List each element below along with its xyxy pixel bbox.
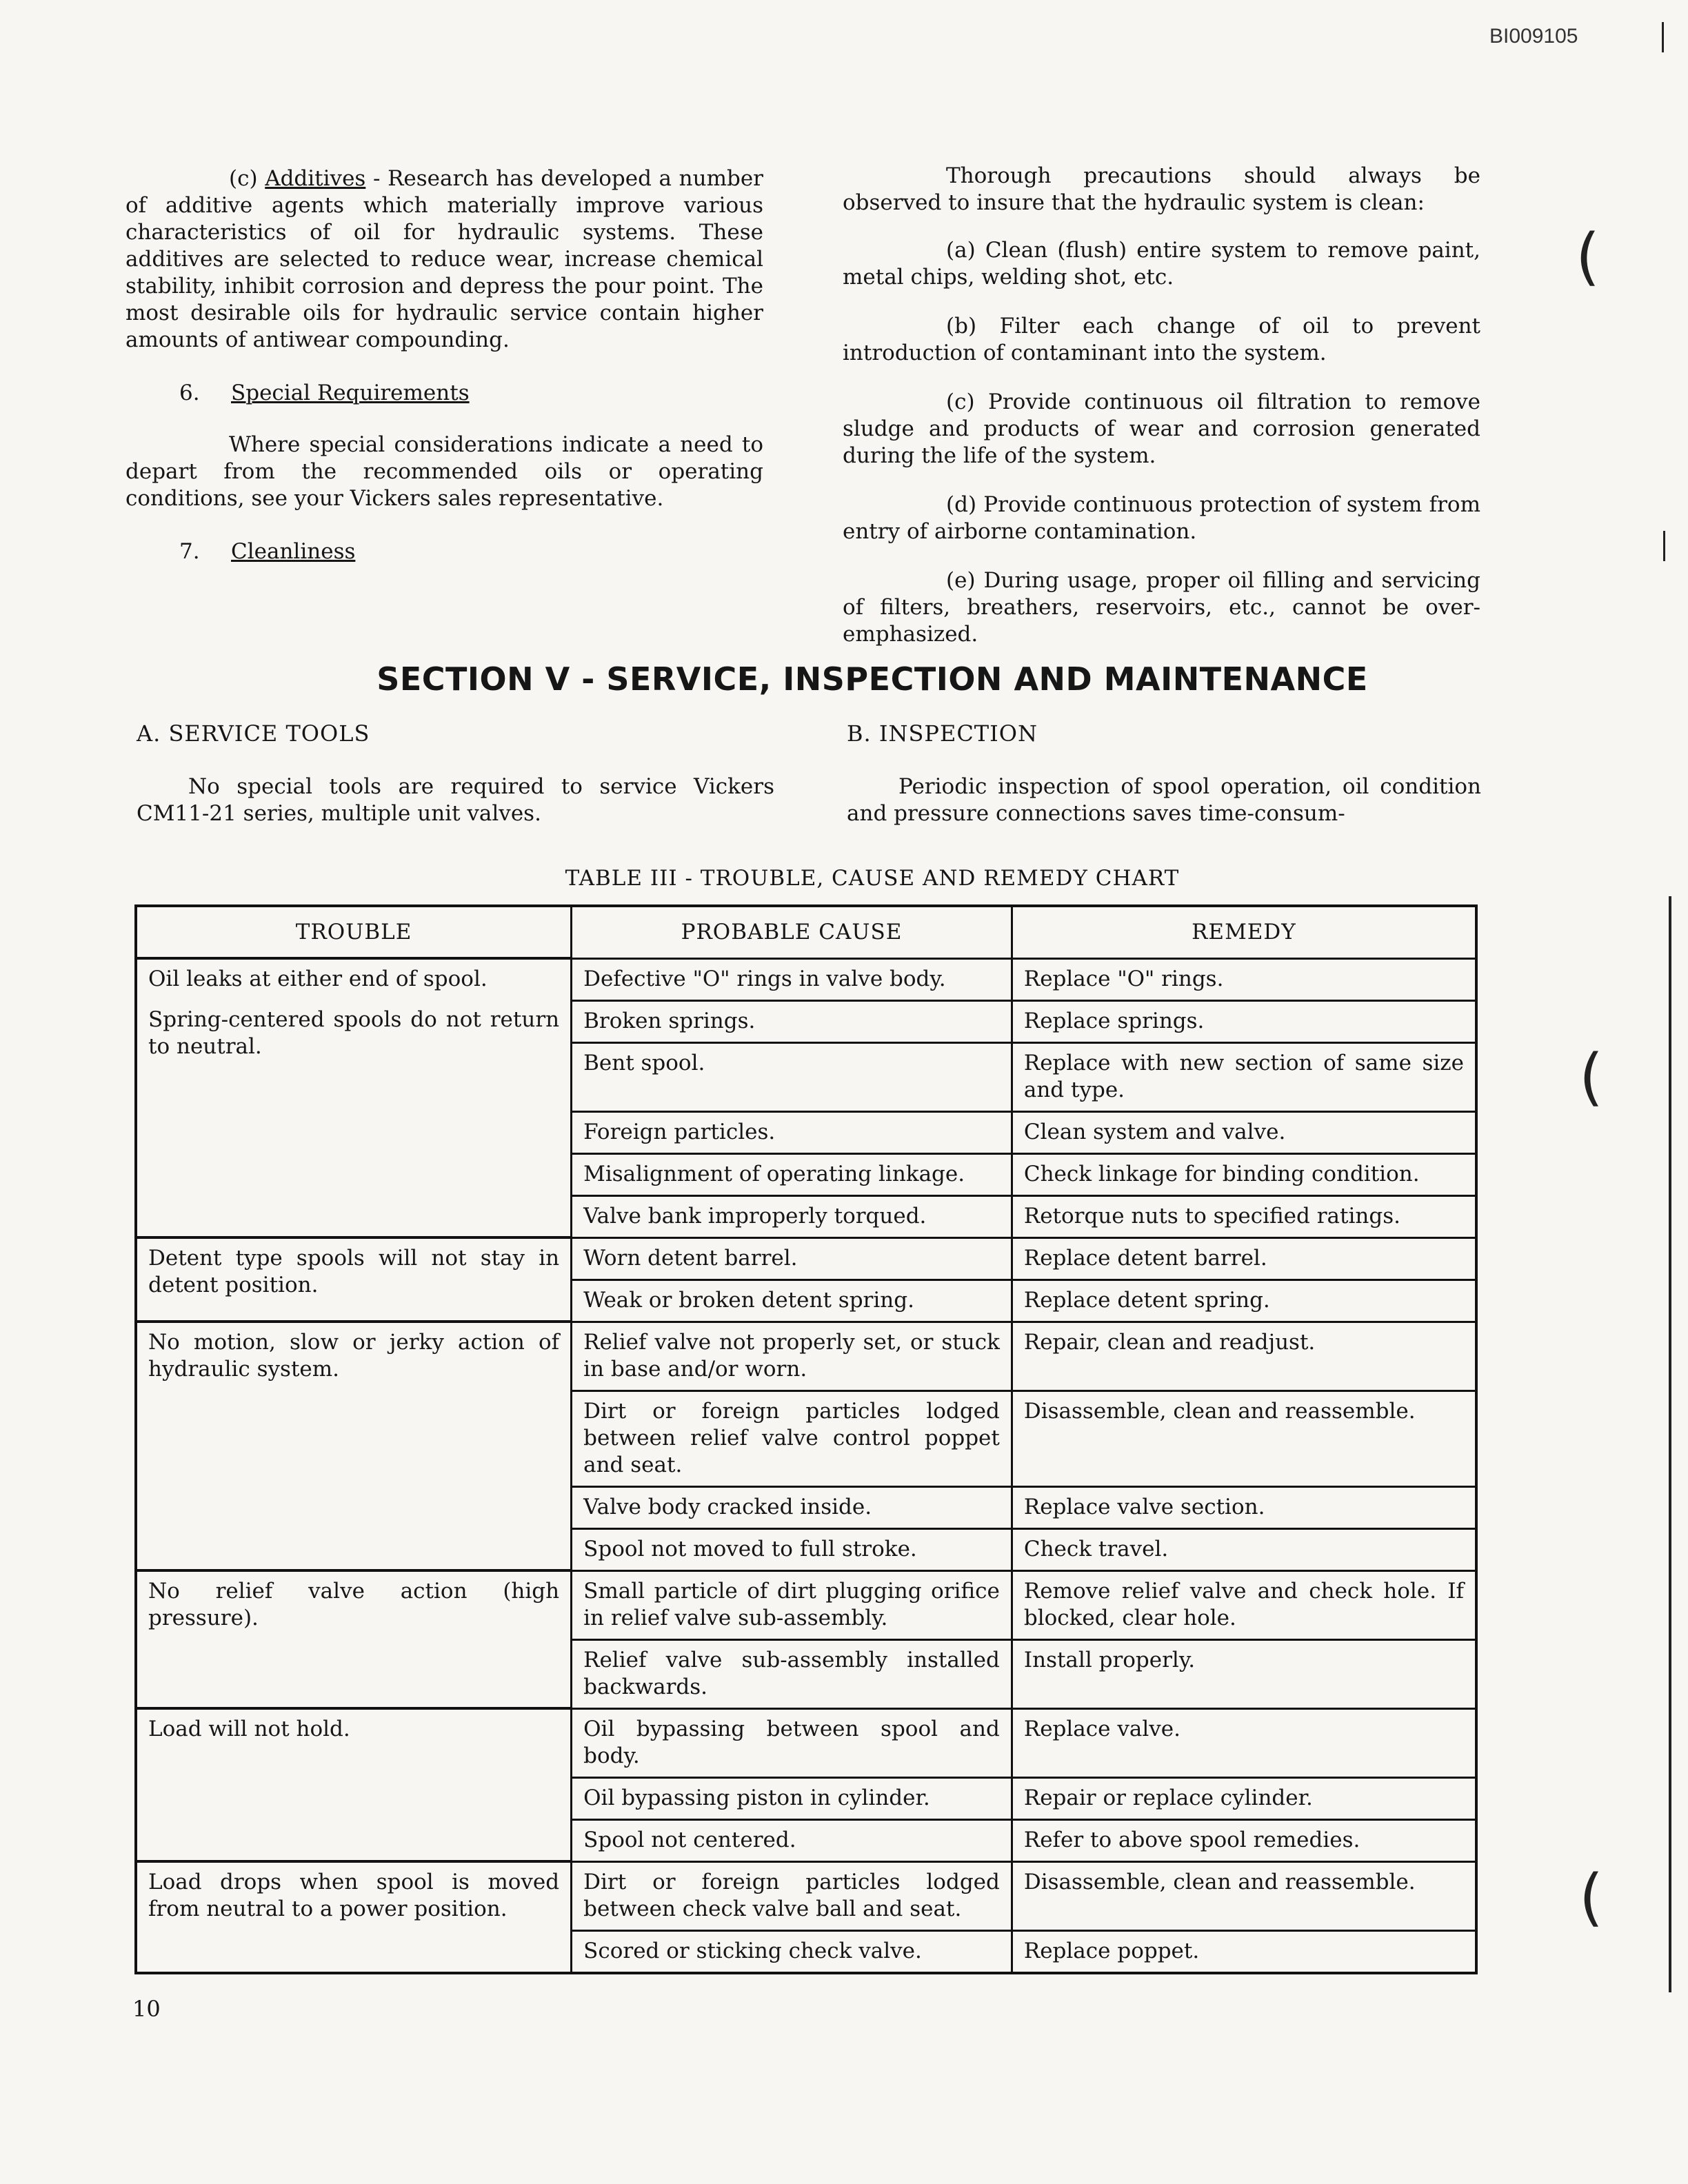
cause-cell: Valve bank improperly torqued. — [572, 1195, 1012, 1237]
table-body — [136, 958, 1476, 1973]
remedy-cell: Replace valve section. — [1012, 1486, 1476, 1528]
table-title: TABLE III - TROUBLE, CAUSE AND REMEDY CHART — [565, 866, 1180, 891]
trouble-text: No motion, slow or jerky action of hydraulic system. — [148, 1330, 560, 1382]
edge-mark — [1662, 22, 1664, 52]
cleanliness-item: (d) Provide continuous protection of system from entry of airborne contamination. — [843, 492, 1480, 544]
trouble-text: Load drops when spool is moved from neutral to a power position. — [148, 1870, 560, 1921]
table-header-row — [136, 906, 1476, 958]
remedy-cell: Replace detent barrel. — [1012, 1237, 1476, 1280]
cause-cell: Dirt or foreign particles lodged between check valve ball and seat. — [572, 1861, 1012, 1930]
remedy-cell: Replace springs. — [1012, 1000, 1476, 1042]
cause-cell: Spool not moved to full stroke. — [572, 1528, 1012, 1570]
page-number: 10 — [132, 1996, 161, 2022]
column-header-trouble: TROUBLE — [136, 906, 572, 958]
trouble-text: Detent type spools will not stay in detent position. — [148, 1246, 560, 1297]
trouble-text: Oil leaks at either end of spool. — [148, 967, 488, 991]
cause-cell: Oil bypassing piston in cylinder. — [572, 1777, 1012, 1819]
trouble-cell — [136, 958, 572, 1237]
remedy-cell: Install properly. — [1012, 1639, 1476, 1708]
remedy-cell: Replace "O" rings. — [1012, 958, 1476, 1000]
table-row — [136, 1237, 1476, 1280]
remedy-cell: Disassemble, clean and reassemble. — [1012, 1391, 1476, 1486]
special-requirements-paragraph: Where special considerations indicate a need to depart from the recommended oils or operating conditions, see your Vickers sales representative. — [125, 432, 763, 511]
binder-hole-mark: ( — [1579, 1861, 1604, 1934]
cause-cell: Worn detent barrel. — [572, 1237, 1012, 1280]
cleanliness-heading: 7. Cleanliness — [179, 539, 356, 564]
cause-cell: Scored or sticking check valve. — [572, 1930, 1012, 1973]
table-row — [136, 958, 1476, 1000]
remedy-cell: Clean system and valve. — [1012, 1111, 1476, 1153]
cause-cell: Relief valve sub-assembly installed backwards. — [572, 1639, 1012, 1708]
table-row — [136, 1570, 1476, 1639]
remedy-cell: Replace valve. — [1012, 1708, 1476, 1777]
remedy-cell: Remove relief valve and check hole. If blocked, clear hole. — [1012, 1570, 1476, 1639]
remedy-cell: Check linkage for binding condition. — [1012, 1153, 1476, 1195]
remedy-cell: Repair, clean and readjust. — [1012, 1322, 1476, 1391]
additives-label: Additives — [265, 166, 366, 191]
special-requirements-heading: 6. Special Requirements — [179, 381, 470, 405]
service-tools-heading: A. SERVICE TOOLS — [137, 720, 370, 747]
binder-hole-mark: ( — [1576, 221, 1600, 293]
cause-cell: Misalignment of operating linkage. — [572, 1153, 1012, 1195]
trouble-cell — [136, 1861, 572, 1973]
cause-cell: Relief valve not properly set, or stuck in base and/or worn. — [572, 1322, 1012, 1391]
binder-hole-mark: ( — [1579, 1041, 1604, 1113]
remedy-cell: Replace with new section of same size and type. — [1012, 1042, 1476, 1111]
cause-cell: Dirt or foreign particles lodged between relief valve control poppet and seat. — [572, 1391, 1012, 1486]
cause-cell: Broken springs. — [572, 1000, 1012, 1042]
cleanliness-item: (b) Filter each change of oil to prevent introduction of contaminant into the system. — [843, 314, 1480, 365]
trouble-cell — [136, 1570, 572, 1708]
inspection-heading: B. INSPECTION — [847, 720, 1038, 747]
inspection-paragraph: Periodic inspection of spool operation, oil condition and pressure connections saves time-consum- — [847, 774, 1481, 826]
table-row — [136, 1322, 1476, 1391]
trouble-cell — [136, 1708, 572, 1861]
cleanliness-item: (c) Provide continuous oil filtration to remove sludge and products of wear and corrosion generated during the life of the system. — [843, 390, 1480, 468]
cause-cell: Bent spool. — [572, 1042, 1012, 1111]
cleanliness-item: (a) Clean (flush) entire system to remove paint, metal chips, welding shot, etc. — [843, 238, 1480, 290]
cause-cell: Defective "O" rings in valve body. — [572, 958, 1012, 1000]
remedy-cell: Disassemble, clean and reassemble. — [1012, 1861, 1476, 1930]
remedy-cell: Replace poppet. — [1012, 1930, 1476, 1973]
column-header-remedy: REMEDY — [1012, 906, 1476, 958]
trouble-cell — [136, 1322, 572, 1570]
right-column — [843, 163, 1480, 648]
edge-mark — [1669, 896, 1671, 1992]
edge-mark — [1663, 531, 1665, 561]
trouble-text: No relief valve action (high pressure). — [148, 1579, 560, 1630]
table-row — [136, 1861, 1476, 1930]
cause-cell: Oil bypassing between spool and body. — [572, 1708, 1012, 1777]
remedy-cell: Retorque nuts to specified ratings. — [1012, 1195, 1476, 1237]
trouble-text: Load will not hold. — [148, 1717, 350, 1741]
cleanliness-item: (e) During usage, proper oil filling and servicing of filters, breathers, reservoirs, etc., cannot be over-emphasized. — [843, 568, 1480, 647]
remedy-cell: Refer to above spool remedies. — [1012, 1819, 1476, 1861]
trouble-cell — [136, 1237, 572, 1322]
cause-cell: Valve body cracked inside. — [572, 1486, 1012, 1528]
cause-cell: Foreign particles. — [572, 1111, 1012, 1153]
cause-cell: Weak or broken detent spring. — [572, 1280, 1012, 1322]
left-column — [125, 165, 763, 565]
remedy-cell: Repair or replace cylinder. — [1012, 1777, 1476, 1819]
trouble-text: Spring-centered spools do not return to neutral. — [148, 1007, 560, 1059]
section-title: SECTION V - SERVICE, INSPECTION AND MAINTENANCE — [376, 660, 1368, 698]
table-row — [136, 1708, 1476, 1777]
cause-cell: Spool not centered. — [572, 1819, 1012, 1861]
column-header-cause: PROBABLE CAUSE — [572, 906, 1012, 958]
remedy-cell: Check travel. — [1012, 1528, 1476, 1570]
trouble-cause-remedy-table — [134, 904, 1478, 1974]
additives-paragraph: (c) Additives - Research has developed a number of additive agents which materially improve various characteristics of oil for hydraulic systems. These additives are selected to reduce wear, increase chemical stability, inhibit corrosion and depress the pour point. The most desirable oils for hydraulic service contain higher amounts of antiwear compounding. — [125, 166, 763, 352]
service-tools-paragraph: No special tools are required to service Vickers CM11-21 series, multiple unit valves. — [137, 774, 774, 826]
document-id: BI009105 — [1489, 25, 1578, 48]
cleanliness-intro: Thorough precautions should always be observed to insure that the hydraulic system is clean: — [843, 163, 1480, 215]
cause-cell: Small particle of dirt plugging orifice in relief valve sub-assembly. — [572, 1570, 1012, 1639]
remedy-cell: Replace detent spring. — [1012, 1280, 1476, 1322]
